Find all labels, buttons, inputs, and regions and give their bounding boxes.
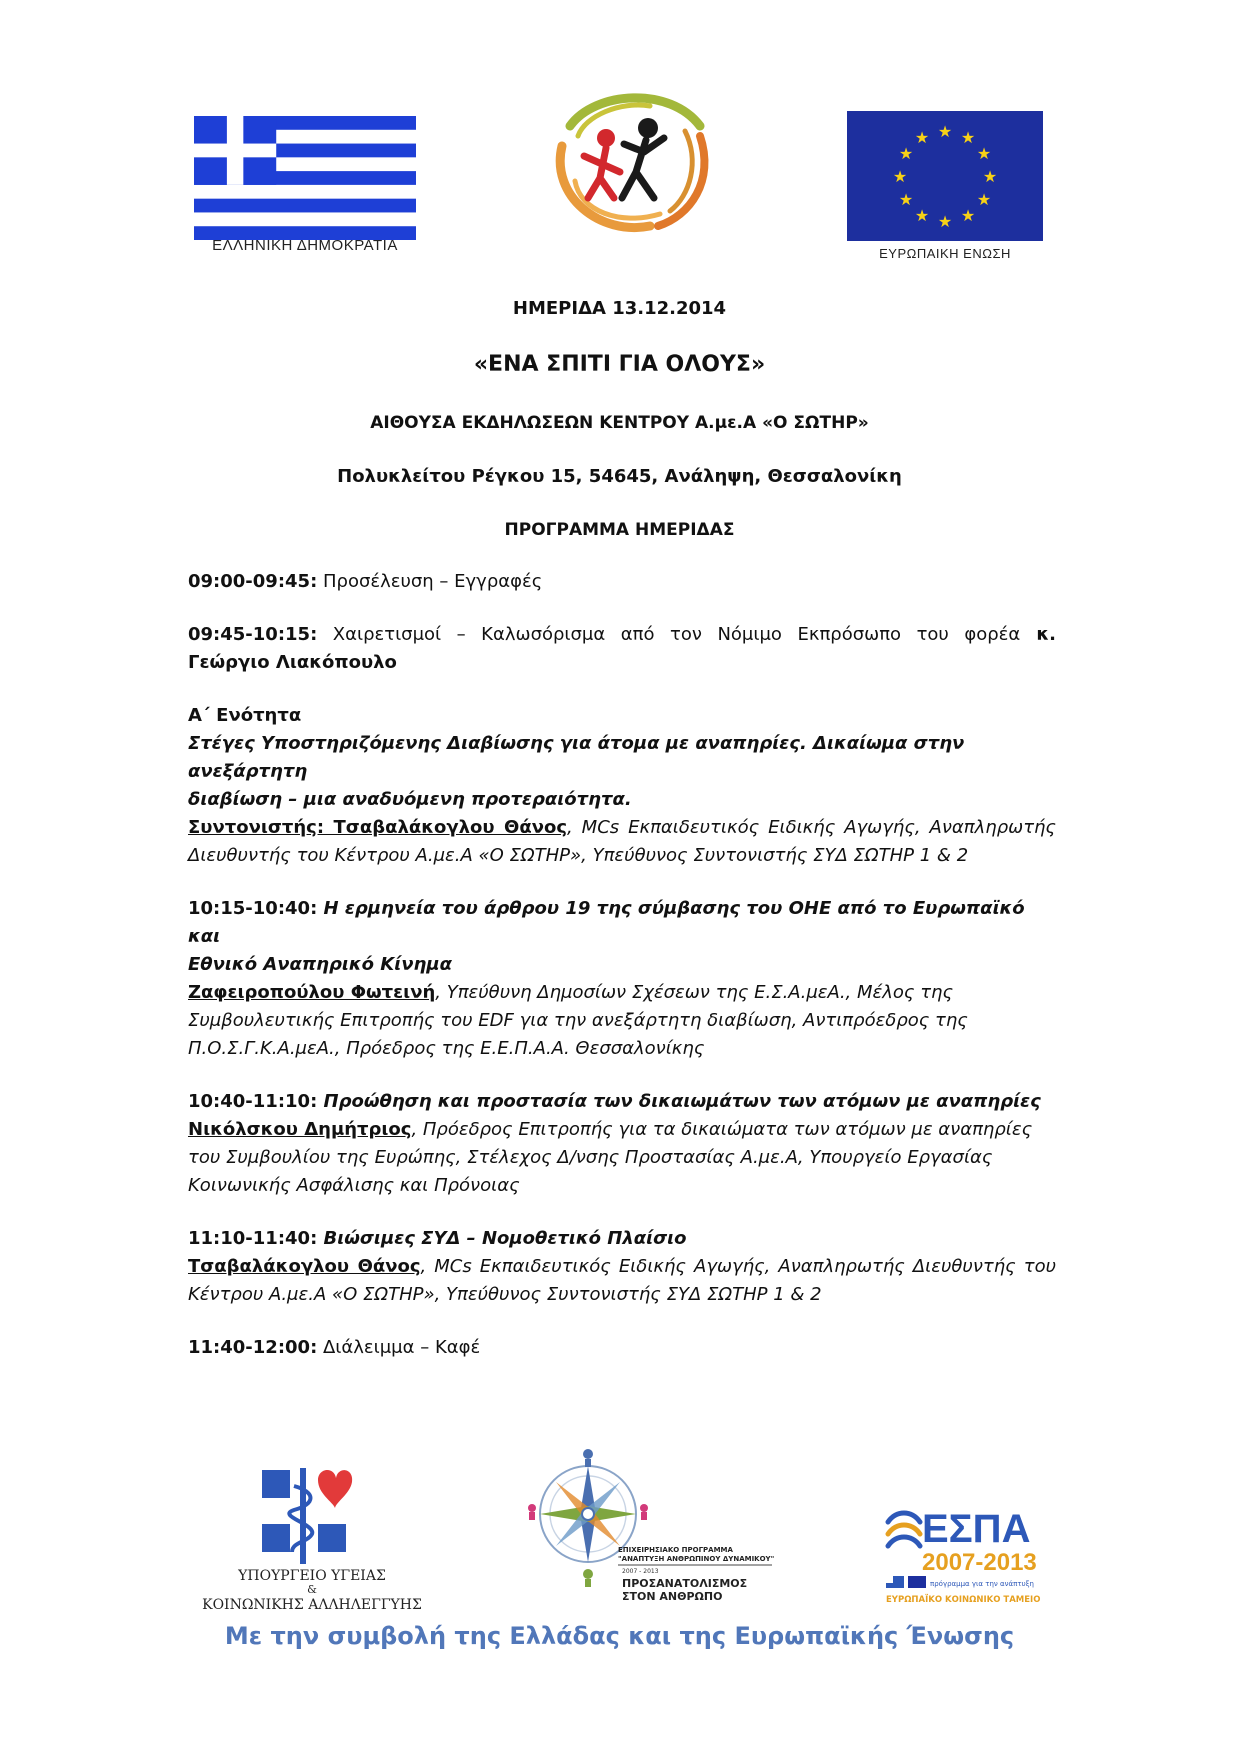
espa-logo [882,1500,1042,1612]
speaker-line [188,1253,1056,1281]
ministry-amp: & [307,1583,317,1596]
item-title: Βιώσιμες ΣΥΔ – Νομοθετικό Πλαίσιο [317,1228,687,1249]
european-union-caption: ΕΥΡΩΠΑΙΚΗ ΕΝΩΣΗ [879,246,1011,261]
item-title: Η ερμηνεία του άρθρου 19 της σύμβασης του ΟΗΕ από το Ευρωπαϊκό και [188,898,1025,947]
item-person: Γεώργιο Λιακόπουλο [188,652,397,673]
ministry-line2: ΚΟΙΝΩΝΙΚΗΣ ΑΛΛΗΛΕΓΓΥΗΣ [202,1597,422,1613]
event-date-title: ΗΜΕΡΙΔΑ 13.12.2014 [512,298,727,319]
svg-text:★: ★ [937,122,953,141]
item-time: 11:10-11:40: [188,1228,318,1249]
op-line4: ΣΤΟΝ ΑΝΘΡΩΠΟ [622,1590,723,1603]
speaker-desc: Κοινωνικής Ασφάλισης και Πρόνοιας [188,1175,520,1196]
item-text: Χαιρετισμοί – Καλωσόρισμα από τον Νόμιμο Εκπρόσωπο του φορέα [317,624,1021,645]
coordinator-line [188,814,1056,842]
program-item [188,895,1056,951]
speaker-name: Νικόλσκου Δημήτριος [188,1119,412,1140]
section-title: διαβίωση – μια αναδυόμενη προτεραιότητα. [188,789,632,810]
center-logo-icon [540,86,716,236]
espa-tagline: πρόγραμμα για την ανάπτυξη [930,1580,1034,1588]
speaker-desc: Κέντρου Α.με.Α «Ο ΣΩΤΗΡ», Υπεύθυνος Συντονιστής ΣΥΔ ΣΩΤΗΡ 1 & 2 [188,1284,822,1305]
op-line2: "ΑΝΑΠΤΥΞΗ ΑΝΘΡΩΠΙΝΟΥ ΔΥΝΑΜΙΚΟΥ" [618,1555,775,1563]
item-title: Προώθηση και προστασία των δικαιωμάτων των ατόμων με αναπηρίες [317,1091,1041,1112]
ministry-line1: ΥΠΟΥΡΓΕΙΟ ΥΓΕΙΑΣ [238,1568,386,1584]
address-title: Πολυκλείτου Ρέγκου 15, 54645, Ανάληψη, Θεσσαλονίκη [337,466,902,487]
svg-text:★: ★ [898,144,914,163]
svg-text:★: ★ [976,144,992,163]
section-heading: Α΄ Ενότητα [188,705,302,726]
item-time: 11:40-12:00: [188,1337,318,1358]
program-item [188,1334,1056,1362]
speaker-desc: , Πρόεδρος Επιτροπής για τα δικαιώματα των ατόμων με αναπηρίες [411,1119,1033,1140]
item-text: Προσέλευση – Εγγραφές [317,571,543,592]
eu-flag-icon [847,111,1043,241]
svg-text:★: ★ [937,212,953,231]
speaker-desc: , MCs Εκπαιδευτικός Ειδικής Αγωγής, Αναπληρωτής Διευθυντής του [420,1256,1056,1277]
svg-text:★: ★ [960,128,976,147]
program-item [188,1088,1056,1116]
espa-title: ΕΣΠΑ [922,1507,1031,1551]
coordinator-name: Συντονιστής: Τσαβαλάκογλου Θάνος [188,817,567,838]
item-time: 10:15-10:40: [188,898,318,919]
coordinator-desc: Διευθυντής του Κέντρου Α.με.Α «Ο ΣΩΤΗΡ», Υπεύθυνος Συντονιστής ΣΥΔ ΣΩΤΗΡ 1 & 2 [188,845,969,866]
coordinator-desc: , MCs Εκπαιδευτικός Ειδικής Αγωγής, Αναπληρωτής [567,817,1056,838]
op-line1: ΕΠΙΧΕΙΡΗΣΙΑΚΟ ΠΡΟΓΡΑΜΜΑ [618,1546,733,1554]
speaker-desc: Συμβουλευτικής Επιτροπής του EDF για την ανεξάρτητη διαβίωση, Αντιπρόεδρος της [188,1010,968,1031]
greek-flag-icon [194,116,416,240]
operational-programme-logo [528,1440,784,1620]
svg-text:★: ★ [976,190,992,209]
contribution-footer-text: Με την συμβολή της Ελλάδας και της Ευρωπαϊκής Ένωσης [224,1622,1015,1650]
program-item [188,568,1056,596]
venue-title: ΑΙΘΟΥΣΑ ΕΚΔΗΛΩΣΕΩΝ ΚΕΝΤΡΟΥ Α.με.Α «Ο ΣΩΤΗΡ» [370,413,869,433]
ministry-of-health-logo [196,1462,428,1614]
speaker-name: Τσαβαλάκογλου Θάνος [188,1256,421,1277]
item-time: 10:40-11:10: [188,1091,318,1112]
speaker-name: Ζαφειροπούλου Φωτεινή [188,982,436,1003]
item-time: 09:00-09:45: [188,571,318,592]
item-person: κ. [1020,624,1056,645]
event-name-title: «ΕΝΑ ΣΠΙΤΙ ΓΙΑ ΟΛΟΥΣ» [473,352,766,377]
svg-text:★: ★ [914,128,930,147]
speaker-line [188,1116,1056,1144]
greek-republic-caption: ΕΛΛΗΝΙΚΗ ΔΗΜΟΚΡΑΤΙΑ [212,237,398,254]
speaker-line [188,979,1056,1007]
program-body [188,568,1056,1362]
espa-years: 2007-2013 [922,1549,1037,1576]
speaker-desc: του Συμβουλίου της Ευρώπης, Στέλεχος Δ/νσης Προστασίας Α.με.Α, Υπουργείο Εργασίας [188,1147,993,1168]
svg-text:★: ★ [960,206,976,225]
speaker-desc: , Υπεύθυνη Δημοσίων Σχέσεων της Ε.Σ.Α.μεΑ., Μέλος της [435,982,954,1003]
item-text: Διάλειμμα – Καφέ [317,1337,481,1358]
op-line3: ΠΡΟΣΑΝΑΤΟΛΙΣΜΟΣ [622,1577,748,1590]
speaker-desc: Π.Ο.Σ.Γ.Κ.Α.μεΑ., Πρόεδρος της Ε.Ε.Π.Α.Α. Θεσσαλονίκης [188,1038,705,1059]
svg-text:★: ★ [982,167,998,186]
svg-text:★: ★ [892,167,908,186]
program-item [188,1225,1056,1253]
item-time: 09:45-10:15: [188,624,318,645]
espa-fund: ΕΥΡΩΠΑΪΚΟ ΚΟΙΝΩΝΙΚΟ ΤΑΜΕΙΟ [886,1595,1041,1605]
svg-text:★: ★ [914,206,930,225]
item-title: Εθνικό Αναπηρικό Κίνημα [188,954,452,975]
op-years: 2007 - 2013 [622,1568,659,1575]
program-heading: ΠΡΟΓΡΑΜΜΑ ΗΜΕΡΙΔΑΣ [504,520,735,540]
section-title: Στέγες Υποστηριζόμενης Διαβίωσης για άτομα με αναπηρίες. Δικαίωμα στην ανεξάρτητη [188,733,965,782]
svg-text:★: ★ [898,190,914,209]
program-item [188,621,1056,649]
